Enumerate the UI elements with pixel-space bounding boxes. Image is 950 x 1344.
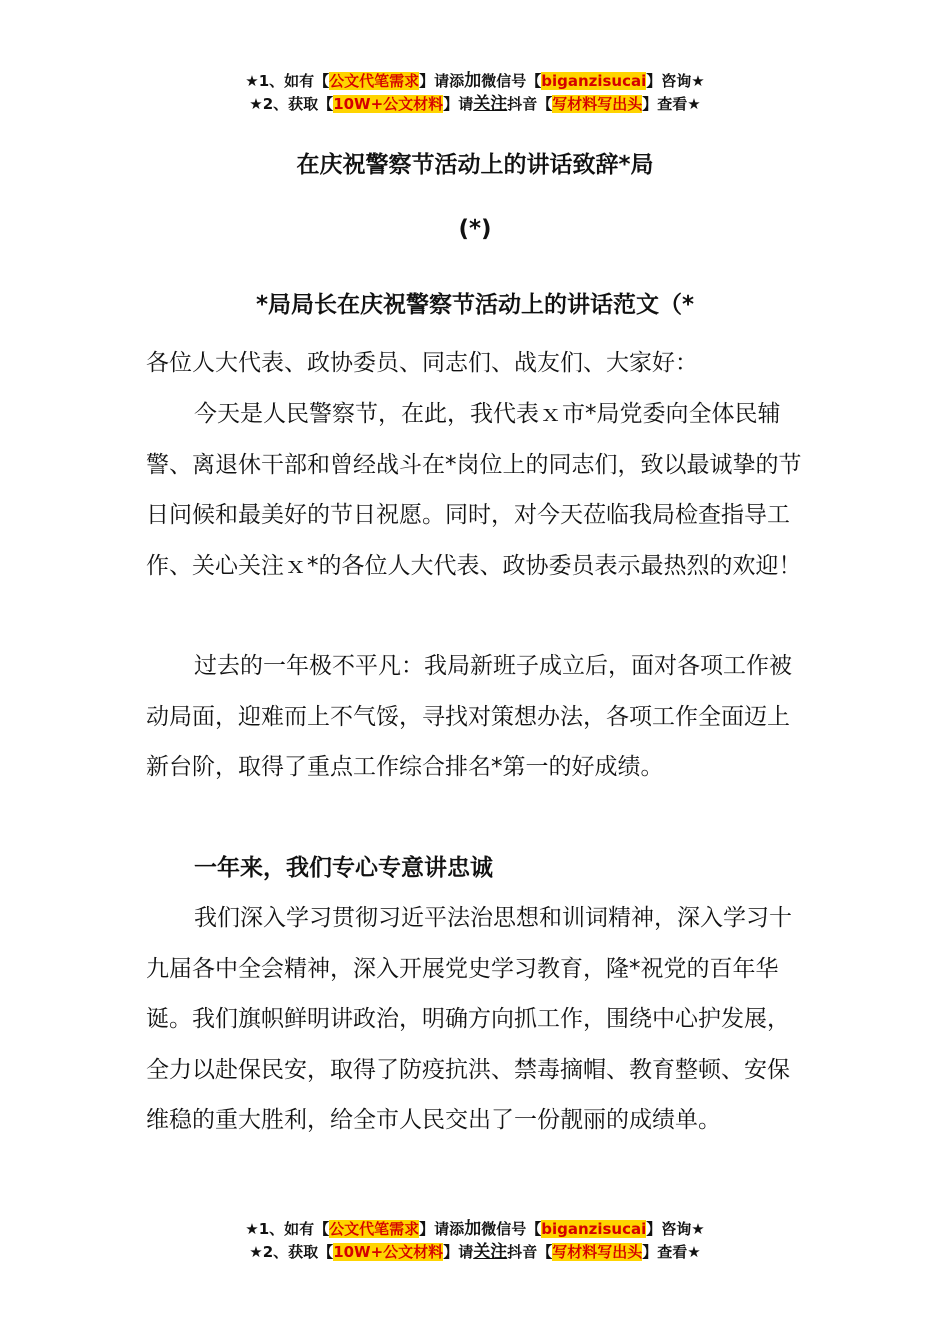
- banner-text: 微信号【: [481, 1220, 542, 1238]
- banner-highlight: 10W+公文材料: [333, 1243, 444, 1261]
- banner-line-1: [0, 70, 950, 93]
- paragraph: 我们深入学习贯彻习近平法治思想和训词精神，深入学习十九届各中全会精神，深入开展党史学习教育，隆*祝党的百年华诞。我们旗帜鲜明讲政治，明确方向抓工作，围绕中心护发展，全力以赴保民安，取得了防疫抗洪、禁毒摘帽、教育整顿、安保维稳的重大胜利，给全市人民交出了一份靓丽的成绩单。: [146, 905, 792, 1133]
- banner-highlight: biganzisucai: [541, 1220, 647, 1238]
- banner-highlight: 公文代笔需求: [329, 72, 420, 90]
- banner-text: 】请: [443, 1243, 474, 1261]
- section-heading: 一年来，我们专心专意讲忠诚: [194, 855, 493, 881]
- banner-text: 】请: [443, 95, 474, 113]
- banner-highlight: 写材料写出头: [552, 1243, 643, 1261]
- banner-text: 微信号【: [481, 72, 542, 90]
- banner-text: ★1、如有【: [245, 1220, 330, 1238]
- doc-subtitle: *局局长在庆祝警察节活动上的讲话范文（*: [255, 292, 695, 318]
- banner-text: 】咨询★: [646, 1220, 705, 1238]
- banner-text: 加: [464, 1219, 482, 1239]
- doc-title: 在庆祝警察节活动上的讲话致辞*局: [296, 152, 654, 178]
- banner-text: 】查看★: [642, 95, 701, 113]
- banner-text: ★2、获取【: [249, 95, 334, 113]
- banner-text: 加: [464, 71, 482, 91]
- banner-highlight: biganzisucai: [541, 72, 647, 90]
- banner-text: 抖音【: [507, 1243, 553, 1261]
- banner-text: ★1、如有【: [245, 72, 330, 90]
- banner-text: ★2、获取【: [249, 1243, 334, 1261]
- banner-text: 】咨询★: [646, 72, 705, 90]
- banner-text: 】请添: [419, 72, 465, 90]
- banner-highlight: 写材料写出头: [552, 95, 643, 113]
- banner-highlight: 10W+公文材料: [333, 95, 444, 113]
- banner-text: 关注: [473, 1242, 508, 1262]
- top-banner: [0, 70, 950, 116]
- banner-highlight: 公文代笔需求: [329, 1220, 420, 1238]
- banner-text: 抖音【: [507, 95, 553, 113]
- banner-line-2: [0, 93, 950, 116]
- banner-text: 】请添: [419, 1220, 465, 1238]
- bottom-banner: [0, 1218, 950, 1264]
- paragraph: 今天是人民警察节，在此，我代表ｘ市*局党委向全体民辅警、离退休干部和曾经战斗在*岗位上的同志们，致以最诚挚的节日问候和最美好的节日祝愿。同时，对今天莅临我局检查指导工作、关心关注ｘ*的各位人大代表、政协委员表示最热烈的欢迎！: [146, 401, 802, 579]
- banner-line-1: [0, 1218, 950, 1241]
- paragraph: 过去的一年极不平凡：我局新班子成立后，面对各项工作被动局面，迎难而上不气馁，寻找对策想办法，各项工作全面迈上新台阶，取得了重点工作综合排名*第一的好成绩。: [146, 653, 792, 780]
- banner-line-2: [0, 1241, 950, 1264]
- banner-text: 】查看★: [642, 1243, 701, 1261]
- doc-title-suffix: (*): [458, 216, 492, 242]
- banner-text: 关注: [473, 94, 508, 114]
- salutation: 各位人大代表、政协委员、同志们、战友们、大家好：: [146, 350, 698, 376]
